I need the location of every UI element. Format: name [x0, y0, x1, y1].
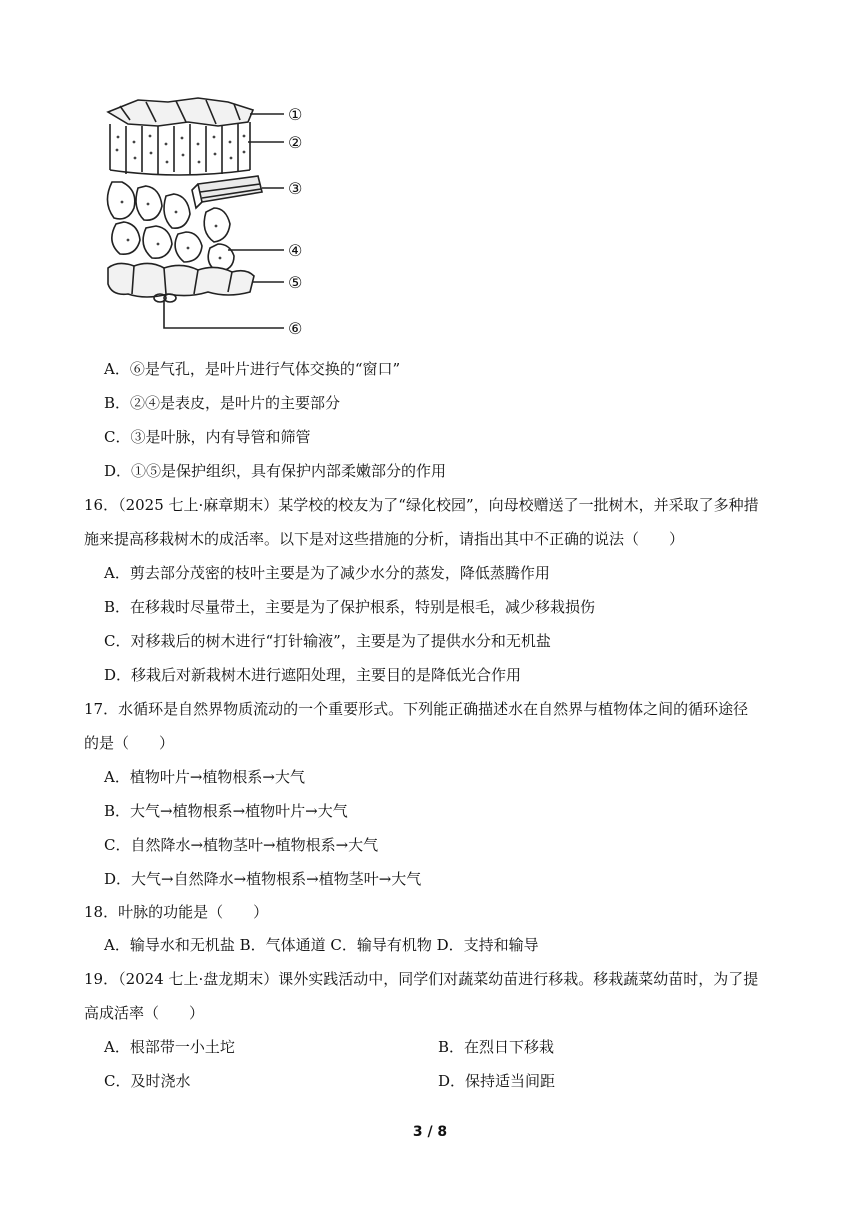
- q16-option-d: D．移栽后对新栽树木进行遮阳处理，主要目的是降低光合作用: [104, 666, 522, 684]
- figure-label-5: ⑤: [288, 273, 303, 292]
- q18-options: A．输导水和无机盐 B．气体通道 C．输导有机物 D．支持和输导: [104, 936, 539, 954]
- q15-option-d: D．①⑤是保护组织，具有保护内部柔嫩部分的作用: [104, 462, 447, 480]
- page-number: 3 / 8: [412, 1124, 448, 1140]
- q17-stem-line1: 17．水循环是自然界物质流动的一个重要形式。下列能正确描述水在自然界与植物体之间的循环途径: [84, 700, 749, 718]
- q19-option-a: A．根部带一小土坨: [104, 1038, 235, 1056]
- q15-option-b: B．②④是表皮，是叶片的主要部分: [104, 394, 341, 412]
- q17-option-a: A．植物叶片→植物根系→大气: [104, 768, 305, 786]
- q19-stem-line2: 高成活率（ ）: [84, 1004, 205, 1022]
- q19-option-d: D．保持适当间距: [438, 1072, 556, 1090]
- leaf-cross-section-figure: [98, 92, 328, 348]
- q19-option-b: B．在烈日下移栽: [438, 1038, 555, 1056]
- q16-option-b: B．在移栽时尽量带土，主要是为了保护根系，特别是根毛，减少移栽损伤: [104, 598, 596, 616]
- q16-option-c: C．对移栽后的树木进行“打针输液”，主要是为了提供水分和无机盐: [104, 632, 551, 650]
- q19-stem-line1: 19．（2024 七上·盘龙期末）课外实践活动中，同学们对蔬菜幼苗进行移栽。移栽蔬菜幼苗时，为了提: [84, 970, 759, 988]
- figure-label-6: ⑥: [288, 319, 303, 338]
- q17-option-d: D．大气→自然降水→植物根系→植物茎叶→大气: [104, 870, 422, 888]
- figure-label-4: ④: [288, 241, 303, 260]
- q17-option-c: C．自然降水→植物茎叶→植物根系→大气: [104, 836, 379, 854]
- q16-stem-line2: 施来提高移栽树木的成活率。以下是对这些措施的分析，请指出其中不正确的说法（ ）: [84, 530, 685, 548]
- q19-option-c: C．及时浇水: [104, 1072, 191, 1090]
- figure-label-3: ③: [288, 179, 303, 198]
- q16-stem-line1: 16．（2025 七上·麻章期末）某学校的校友为了“绿化校园”，向母校赠送了一批树木，并采取了多种措: [84, 496, 759, 514]
- figure-label-1: ①: [288, 105, 303, 124]
- q16-option-a: A．剪去部分茂密的枝叶主要是为了减少水分的蒸发，降低蒸腾作用: [104, 564, 550, 582]
- q17-stem-line2: 的是（ ）: [84, 734, 175, 752]
- q18-stem: 18．叶脉的功能是（ ）: [84, 903, 269, 921]
- q15-option-a: A．⑥是气孔，是叶片进行气体交换的“窗口”: [104, 360, 401, 378]
- q15-option-c: C．③是叶脉，内有导管和筛管: [104, 428, 311, 446]
- figure-label-2: ②: [288, 133, 303, 152]
- q17-option-b: B．大气→植物根系→植物叶片→大气: [104, 802, 348, 820]
